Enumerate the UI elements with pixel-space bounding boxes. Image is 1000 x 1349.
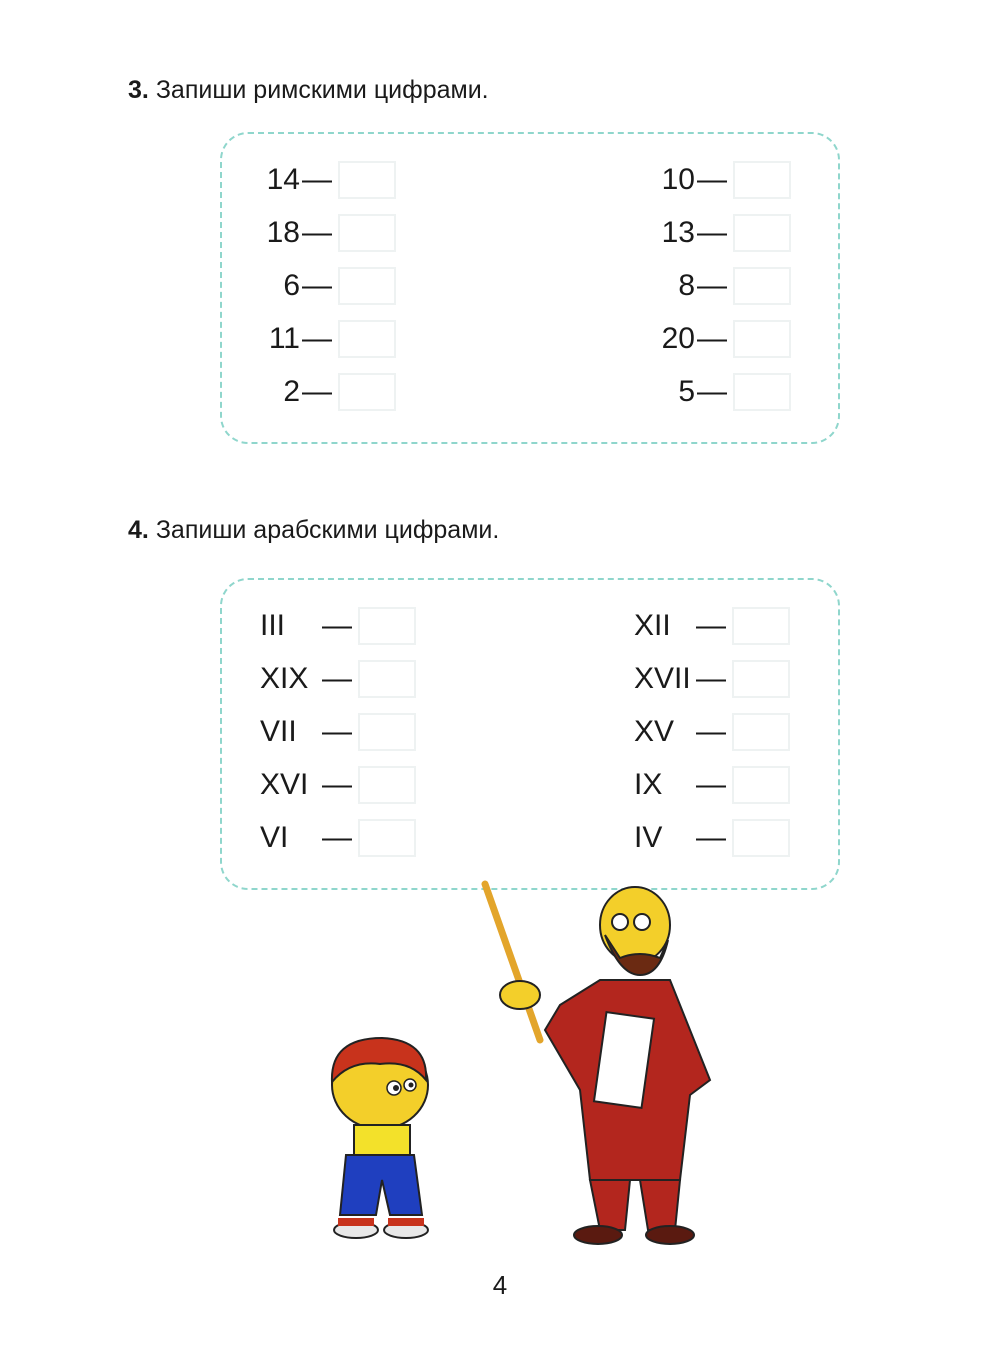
task4-right-row xyxy=(634,606,790,646)
answer-box[interactable] xyxy=(358,607,416,645)
answer-box[interactable] xyxy=(733,161,791,199)
dash: — xyxy=(696,662,726,695)
task4-left-label: XVI xyxy=(260,768,309,801)
dash: — xyxy=(302,269,332,302)
answer-box[interactable] xyxy=(358,660,416,698)
task4-right-label: IX xyxy=(634,768,663,801)
answer-box[interactable] xyxy=(733,214,791,252)
dash: — xyxy=(696,609,726,642)
task3-left-row xyxy=(255,213,396,253)
task3-right-label: 20 xyxy=(661,322,695,355)
answer-box[interactable] xyxy=(358,819,416,857)
dash: — xyxy=(302,216,332,249)
task3-right-row xyxy=(650,372,791,412)
answer-box[interactable] xyxy=(338,214,396,252)
task3-left-row xyxy=(255,372,396,412)
answer-box[interactable] xyxy=(732,607,790,645)
dash: — xyxy=(697,269,727,302)
task4-right-row xyxy=(634,818,790,858)
task-4-text: Запиши арабскими цифрами. xyxy=(155,516,500,544)
task-3-title xyxy=(128,76,489,105)
task3-right-row xyxy=(650,160,791,200)
dash: — xyxy=(697,375,727,408)
task4-left-row xyxy=(260,818,416,858)
task4-left-label: III xyxy=(260,609,286,642)
task3-right-row xyxy=(650,266,791,306)
task-3-number: 3. xyxy=(128,76,149,104)
answer-box[interactable] xyxy=(732,660,790,698)
task4-left-row xyxy=(260,765,416,805)
boy-illustration xyxy=(310,1030,450,1245)
answer-box[interactable] xyxy=(733,373,791,411)
dash: — xyxy=(697,163,727,196)
task3-left-row xyxy=(255,266,396,306)
task3-left-label: 6 xyxy=(283,269,300,302)
answer-box[interactable] xyxy=(338,320,396,358)
answer-box[interactable] xyxy=(732,766,790,804)
teacher-illustration xyxy=(480,880,720,1250)
answer-box[interactable] xyxy=(732,819,790,857)
answer-box[interactable] xyxy=(358,766,416,804)
task-4-title xyxy=(128,516,499,545)
dash: — xyxy=(322,662,352,695)
dash: — xyxy=(322,768,352,801)
task3-right-label: 13 xyxy=(661,216,695,249)
task3-right-label: 8 xyxy=(678,269,695,302)
dash: — xyxy=(302,163,332,196)
dash: — xyxy=(322,821,352,854)
dash: — xyxy=(697,216,727,249)
task4-right-label: XV xyxy=(634,715,675,748)
answer-box[interactable] xyxy=(733,267,791,305)
answer-box[interactable] xyxy=(358,713,416,751)
answer-box[interactable] xyxy=(338,373,396,411)
dash: — xyxy=(696,715,726,748)
task4-right-label: XII xyxy=(634,609,671,642)
task3-left-row xyxy=(255,319,396,359)
task4-left-label: XIX xyxy=(260,662,309,695)
task4-left-row xyxy=(260,606,416,646)
task3-left-label: 18 xyxy=(266,216,300,249)
task3-right-row xyxy=(650,213,791,253)
dash: — xyxy=(697,322,727,355)
answer-box[interactable] xyxy=(338,161,396,199)
page-number: 4 xyxy=(492,1270,508,1300)
task4-right-label: XVII xyxy=(634,662,691,695)
task3-right-row xyxy=(650,319,791,359)
dash: — xyxy=(322,609,352,642)
task3-right-label: 5 xyxy=(678,375,695,408)
answer-box[interactable] xyxy=(732,713,790,751)
task3-left-row xyxy=(255,160,396,200)
dash: — xyxy=(302,322,332,355)
task4-left-label: VI xyxy=(260,821,289,854)
dash: — xyxy=(696,821,726,854)
task4-left-row xyxy=(260,712,416,752)
task4-right-label: IV xyxy=(634,821,663,854)
task3-left-label: 11 xyxy=(268,322,300,355)
task4-right-row xyxy=(634,712,790,752)
dash: — xyxy=(302,375,332,408)
task-3-text: Запиши римскими цифрами. xyxy=(155,76,489,104)
task3-right-label: 10 xyxy=(661,163,695,196)
task4-left-row xyxy=(260,659,416,699)
answer-box[interactable] xyxy=(733,320,791,358)
task-4-number: 4. xyxy=(128,516,149,544)
task3-left-label: 2 xyxy=(283,375,300,408)
task4-right-row xyxy=(634,659,790,699)
task4-right-row xyxy=(634,765,790,805)
task4-left-label: VII xyxy=(260,715,297,748)
task3-left-label: 14 xyxy=(266,163,300,196)
answer-box[interactable] xyxy=(338,267,396,305)
dash: — xyxy=(696,768,726,801)
dash: — xyxy=(322,715,352,748)
